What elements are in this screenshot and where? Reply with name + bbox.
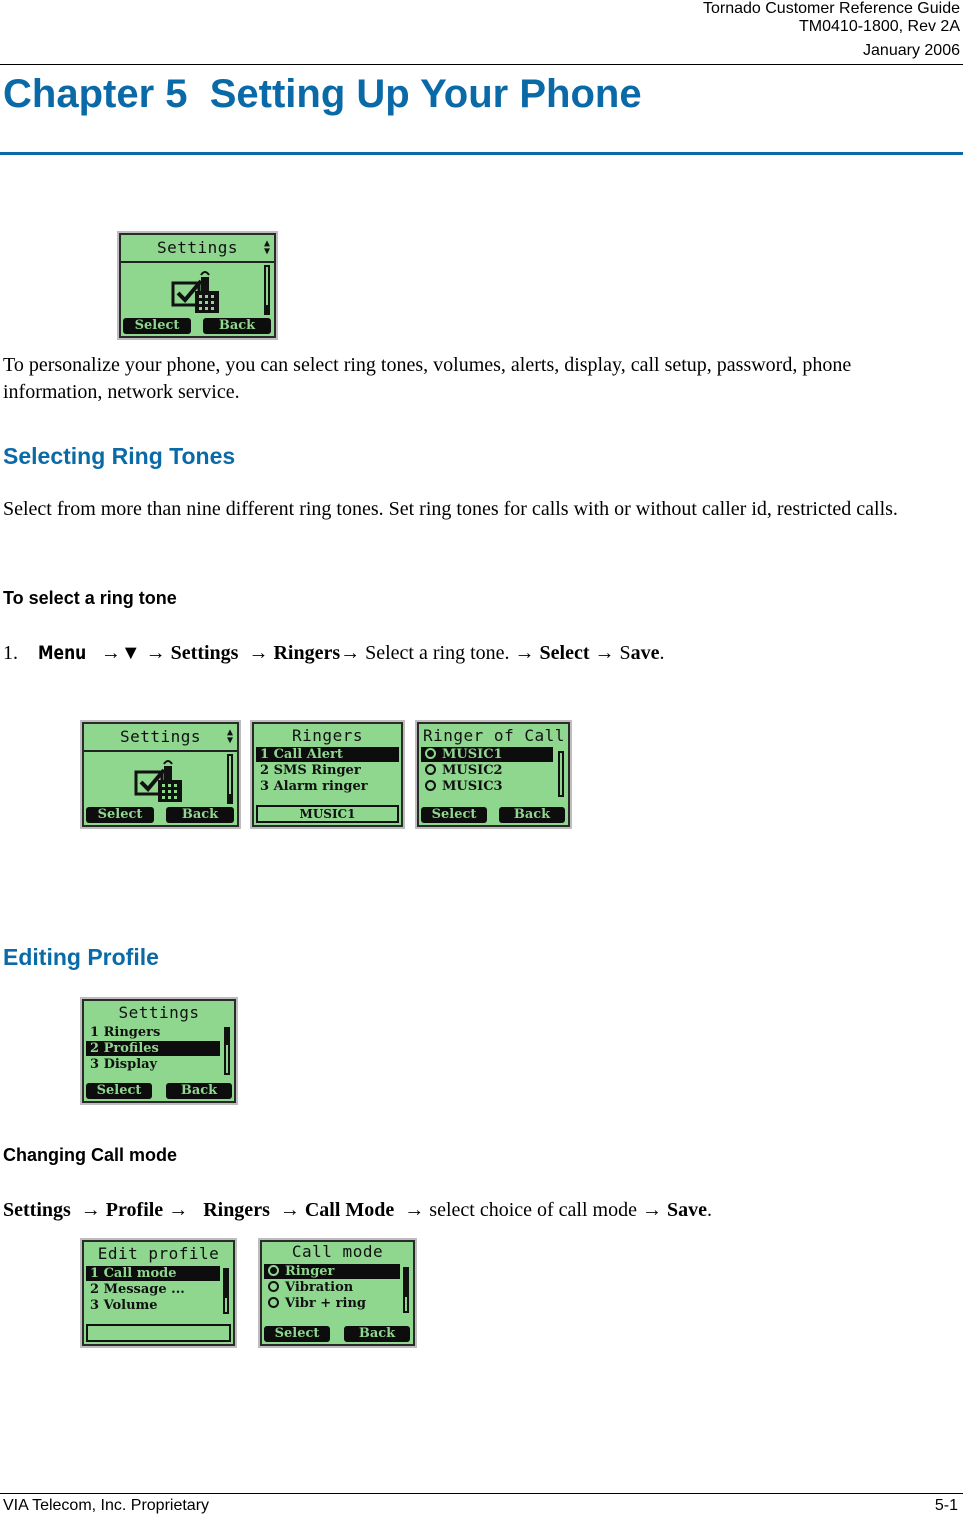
step-ringers: Ringers <box>273 642 341 664</box>
arrow-icon: → <box>100 642 121 664</box>
header-date: January 2006 <box>863 42 960 59</box>
menu-item-alarm-ringer[interactable]: 3 Alarm ringer <box>260 779 368 794</box>
menu-item-display[interactable]: 3 Display <box>90 1057 158 1072</box>
call-mode-step <box>3 1199 712 1222</box>
scrollbar <box>403 1267 409 1313</box>
screen-title: Settings <box>156 238 239 257</box>
arrow-icon: → <box>340 642 361 664</box>
scrollbar <box>224 1027 230 1075</box>
menu-item-profiles[interactable]: 2 Profiles <box>86 1041 220 1056</box>
chapter-rule <box>0 152 963 155</box>
arrow-icon: → <box>514 642 535 664</box>
screen-title: Settings <box>118 1003 200 1022</box>
radio-selected-icon <box>268 1265 279 1276</box>
scrollbar <box>558 751 564 797</box>
screen-title: Edit profile <box>97 1244 220 1263</box>
arrow-icon: → <box>594 642 615 664</box>
ring-tone-step-1 <box>3 642 665 665</box>
down-key-icon: ▼ <box>120 642 141 664</box>
option-vibration[interactable] <box>264 1280 353 1295</box>
period: . <box>659 642 665 664</box>
arrow-icon: → <box>279 1199 300 1221</box>
footer-rule <box>0 1493 963 1494</box>
menu-item-message[interactable]: 2 Message ... <box>90 1282 185 1297</box>
menu-item-ringers[interactable]: 1 Ringers <box>90 1025 161 1040</box>
step-save-rest: ave <box>630 642 660 664</box>
section-title-editing-profile: Editing Profile <box>3 944 159 970</box>
arrow-icon: → <box>145 642 166 664</box>
scrollbar <box>264 265 270 315</box>
radio-selected-icon <box>425 748 436 759</box>
back-softkey[interactable]: Back <box>344 1326 410 1342</box>
back-softkey[interactable]: Back <box>166 807 234 823</box>
select-softkey[interactable]: Select <box>123 318 191 334</box>
arrow-icon: → <box>168 1199 189 1221</box>
ring-tones-paragraph: Select from more than nine different ring tones. Set ring tones for calls with or without caller id, restricted calls. <box>3 498 898 520</box>
radio-icon <box>425 780 436 791</box>
current-ringer-status: MUSIC1 <box>256 805 399 823</box>
option-label: MUSIC3 <box>442 779 503 794</box>
screen-call-mode <box>258 1238 417 1348</box>
option-vibr-ring[interactable] <box>264 1296 366 1311</box>
option-music2[interactable] <box>421 763 503 778</box>
step-select: Select <box>539 642 590 664</box>
option-music1[interactable] <box>421 747 553 762</box>
step-select-text: Select a ring tone. <box>365 642 510 664</box>
chapter-title: Chapter 5 Setting Up Your Phone <box>3 72 642 116</box>
up-down-arrows-icon: ▲ ▼ <box>263 238 270 257</box>
arrow-icon: → <box>641 1199 662 1221</box>
arrow-icon: → <box>404 1199 425 1221</box>
header-doc-number: TM0410-1800, Rev 2A <box>799 18 960 35</box>
screen-title: Ringer of Call <box>423 726 565 745</box>
option-label: Ringer <box>285 1264 335 1279</box>
option-label: Vibration <box>285 1280 354 1295</box>
step-profile: Profile <box>105 1199 164 1221</box>
intro-paragraph: To personalize your phone, you can select ring tones, volumes, alerts, display, call setup, password, phone information, network service. <box>3 354 852 403</box>
step-settings: Settings <box>170 642 239 664</box>
radio-icon <box>268 1281 279 1292</box>
step-save: Save <box>666 1199 707 1221</box>
screen-title: Call mode <box>291 1242 384 1261</box>
option-label: MUSIC2 <box>442 763 503 778</box>
subheading-changing-call-mode: Changing Call mode <box>3 1145 178 1165</box>
settings-checkbox-phone-icon <box>171 269 225 315</box>
screen-ringer-of-call <box>415 720 572 829</box>
footer-page-number: 5-1 <box>934 1497 958 1514</box>
back-softkey[interactable]: Back <box>203 318 271 334</box>
scrollbar <box>223 1268 229 1314</box>
screen-edit-profile <box>80 1238 237 1348</box>
step-number: 1. <box>3 642 18 664</box>
settings-checkbox-phone-icon <box>134 758 188 804</box>
select-softkey[interactable]: Select <box>421 807 487 823</box>
section-title-ring-tones: Selecting Ring Tones <box>3 443 236 469</box>
header-rule <box>0 64 963 65</box>
header-doc-title: Tornado Customer Reference Guide <box>702 0 960 17</box>
back-softkey[interactable]: Back <box>499 807 565 823</box>
radio-icon <box>268 1297 279 1308</box>
scrollbar <box>227 754 233 804</box>
footer-company: VIA Telecom, Inc. Proprietary <box>3 1497 210 1514</box>
menu-item-volume[interactable]: 3 Volume <box>90 1298 158 1313</box>
radio-icon <box>425 764 436 775</box>
menu-item-sms-ringer[interactable]: 2 SMS Ringer <box>260 763 361 778</box>
up-down-arrows-icon: ▲ ▼ <box>226 727 233 746</box>
title-divider <box>84 750 237 752</box>
menu-key-label: Menu <box>38 642 87 664</box>
step-ringers: Ringers <box>203 1199 270 1221</box>
option-label: Vibr + ring <box>285 1296 367 1311</box>
step-settings: Settings <box>3 1199 71 1221</box>
subheading-select-ring-tone: To select a ring tone <box>3 588 177 608</box>
arrow-icon: → <box>248 642 269 664</box>
arrow-icon: → <box>80 1199 101 1221</box>
menu-item-call-mode[interactable]: 1 Call mode <box>86 1266 220 1281</box>
step-choice-text: select choice of call mode <box>429 1199 637 1221</box>
select-softkey[interactable]: Select <box>86 807 154 823</box>
select-softkey[interactable]: Select <box>86 1083 152 1099</box>
step-save-initial: S <box>619 642 631 664</box>
option-music3[interactable] <box>421 779 503 794</box>
screen-settings-icon <box>117 231 278 340</box>
screen-settings-list <box>80 997 238 1105</box>
option-label: MUSIC1 <box>442 747 503 762</box>
screen-settings-icon-2 <box>80 720 241 829</box>
screen-title: Settings <box>119 727 202 746</box>
screen-title: Ringers <box>292 726 363 745</box>
step-call-mode: Call Mode <box>304 1199 395 1221</box>
title-divider <box>121 261 274 263</box>
back-softkey[interactable]: Back <box>166 1083 232 1099</box>
select-softkey[interactable]: Select <box>264 1326 330 1342</box>
option-ringer[interactable] <box>264 1264 400 1279</box>
period: . <box>706 1199 712 1221</box>
empty-status-bar <box>86 1324 231 1342</box>
screen-ringers <box>250 720 405 829</box>
menu-item-call-alert[interactable]: 1 Call Alert <box>256 747 399 762</box>
